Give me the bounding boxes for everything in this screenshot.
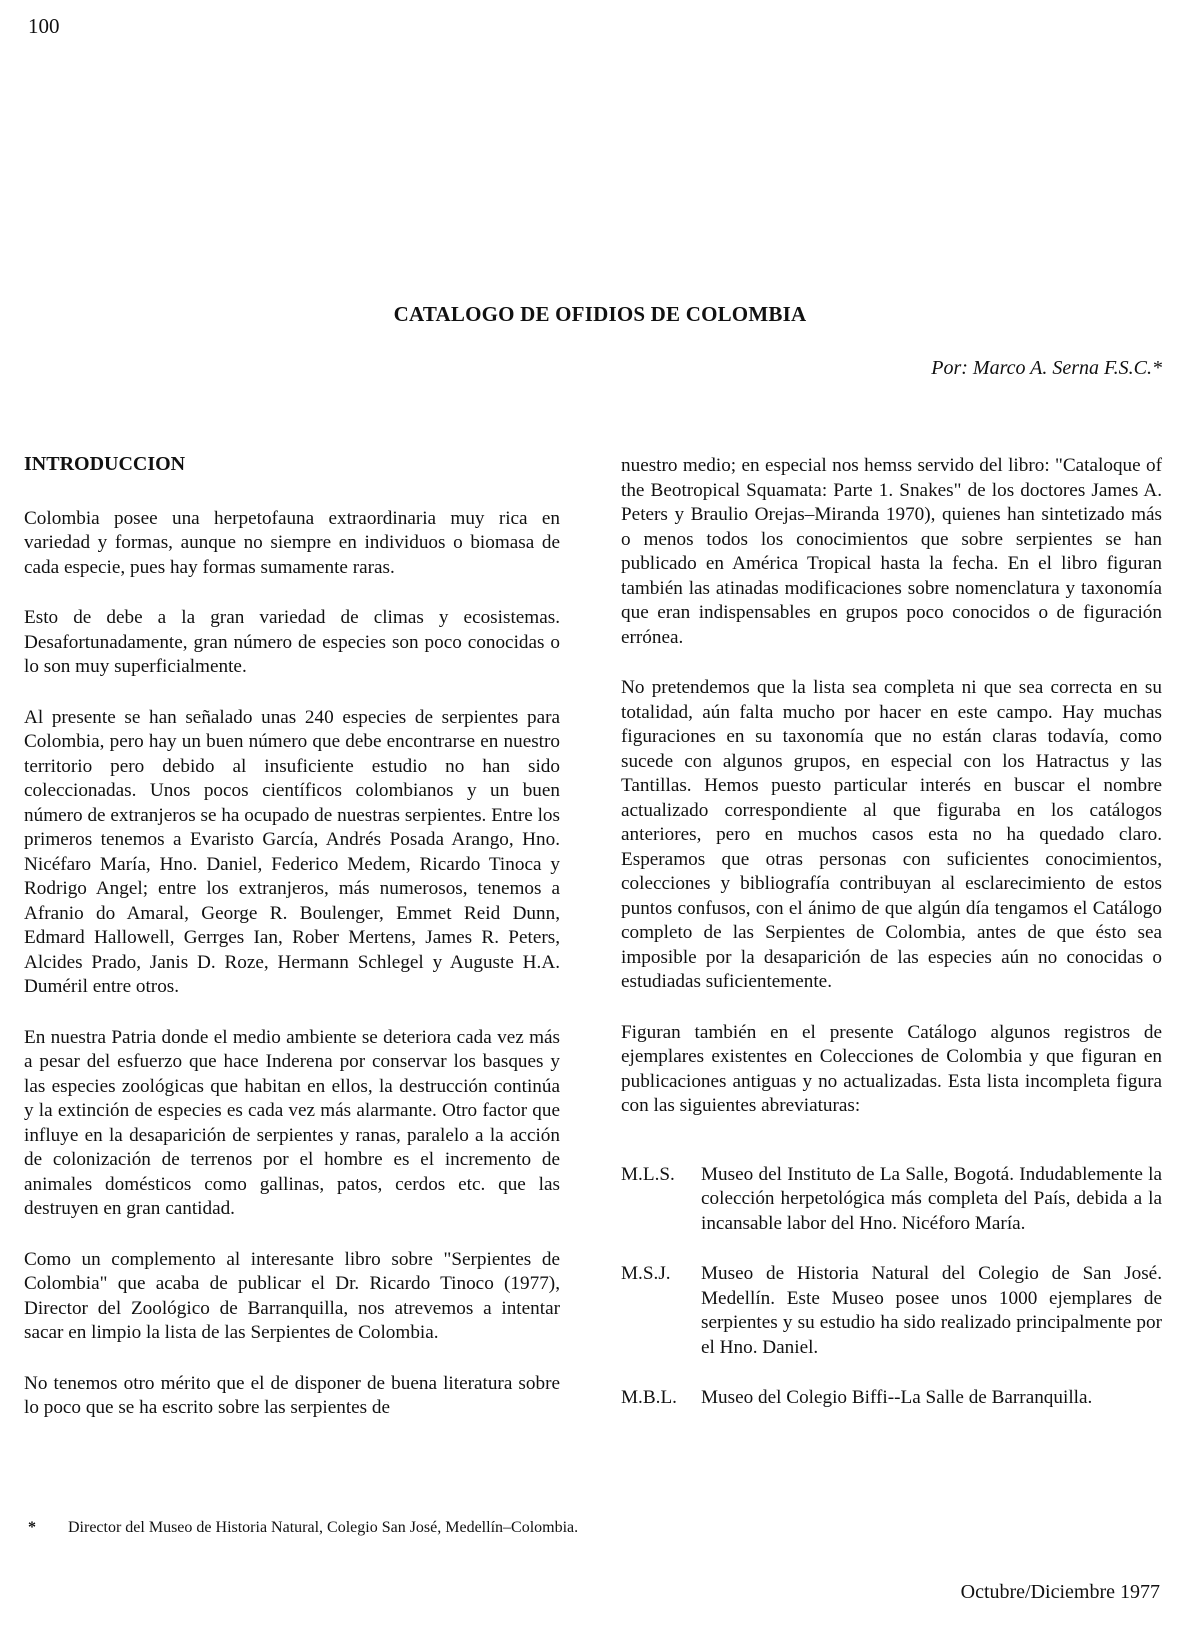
- paragraph: Esto de debe a la gran variedad de climas y ecosistemas. Desafortunadamente, gran número de especies son poco conocidas o lo son muy superficialmente.: [24, 607, 560, 677]
- footnote-mark: *: [28, 1519, 36, 1536]
- paragraph: No pretendemos que la lista sea completa ni que sea correcta en su totalidad, aún falta mucho por hacer en este campo. Hay muchas figuraciones en su taxonomía que no están claras todavía, como sucede con algunos grupos, en especial con los Hatractus y las Tantillas. Hemos puesto particular interés en buscar el nombre actualizado correspondiente al que figuraba en los catálogos anteriores, pero en muchos casos esta no ha quedado claro. Esperamos que otras personas con suficientes conocimientos, colecciones y bibliografía contribuyan al esclarecimiento de estos puntos confusos, con el ánimo de que algún día tengamos el Catálogo completo de las Serpientes de Colombia, antes de que ésto sea imposible por la desaparición de las especies aún no conocidas o estudiadas suficientemente.: [621, 677, 1162, 992]
- abbreviation-code: M.S.J.: [621, 1263, 671, 1284]
- author-byline: Por: Marco A. Serna F.S.C.*: [931, 357, 1162, 379]
- page-number: 100: [28, 14, 60, 38]
- paragraph: Como un complemento al interesante libro sobre "Serpientes de Colombia" que acaba de publicar el Dr. Ricardo Tinoco (1977), Director del Zoológico de Barranquilla, nos atrevemos a intentar sacar en limpio la lista de las Serpientes de Colombia.: [24, 1248, 560, 1343]
- footnote: [28, 1519, 578, 1537]
- abbreviation-item: [621, 1262, 1162, 1360]
- article-title: CATALOGO DE OFIDIOS DE COLOMBIA: [393, 302, 807, 326]
- abbreviation-item: [621, 1386, 1162, 1411]
- footnote-text: Director del Museo de Historia Natural, Colegio San José, Medellín–Colombia.: [68, 1519, 579, 1536]
- paragraph: Figuran también en el presente Catálogo algunos registros de ejemplares existentes en Colecciones de Colombia y que figuran en publicaciones antiguas y no actualizadas. Esta lista incompleta figura con las siguientes abreviaturas:: [621, 1021, 1162, 1116]
- paragraph: En nuestra Patria donde el medio ambiente se deteriora cada vez más a pesar del esfuerzo que hace Inderena por conservar los basques y las especies zoológicas que habitan en ellos, la destrucción continúa y la extinción de especies es cada vez más alarmante. Otro factor que influye en la desaparición de serpientes y ranas, paralelo a la acción de colonización de terrenos por el hombre es el incremento de animales domésticos como gallinas, patos, cerdos etc. que las destruyen en gran cantidad.: [24, 1026, 560, 1219]
- left-column: [24, 452, 560, 1421]
- abbreviation-item: [621, 1163, 1162, 1237]
- abbreviation-description: Museo del Colegio Biffi--La Salle de Barranquilla.: [701, 1387, 1093, 1408]
- abbreviation-description: Museo de Historia Natural del Colegio de San José. Medellín. Este Museo posee unos 1000 ejemplares de serpientes y su estudio ha sido realizado principalmente por el Hno. Daniel.: [701, 1263, 1162, 1358]
- paragraph: No tenemos otro mérito que el de disponer de buena literatura sobre lo poco que se ha escrito sobre las serpientes de: [24, 1372, 560, 1418]
- paragraph: Colombia posee una herpetofauna extraordinaria muy rica en variedad y formas, aunque no siempre en individuos o biomasa de cada especie, pues hay formas sumamente raras.: [24, 507, 560, 578]
- section-heading-introduccion: INTRODUCCION: [24, 453, 186, 475]
- issue-date: Octubre/Diciembre 1977: [960, 1581, 1160, 1603]
- abbreviation-list: [621, 1163, 1162, 1411]
- right-column: [621, 454, 1162, 1411]
- abbreviation-code: M.L.S.: [621, 1163, 675, 1185]
- abbreviation-code: M.B.L.: [621, 1387, 677, 1408]
- paragraph: Al presente se han señalado unas 240 especies de serpientes para Colombia, pero hay un buen número que debe encontrarse en nuestro territorio pero debido al insuficiente estudio no han sido coleccionadas. Unos pocos científicos colombianos y un buen número de extranjeros se ha ocupado de nuestras serpientes. Entre los primeros tenemos a Evaristo García, Andrés Posada Arango, Hno. Nicéfaro María, Hno. Daniel, Federico Medem, Ricardo Tinoca y Rodrigo Angel; entre los extranjeros, más numerosos, tenemos a Afranio do Amaral, George R. Boulenger, Emmet Reid Dunn, Edmard Hallowell, Gerrges Ian, Rober Mertens, James R. Peters, Alcides Prado, Janis D. Roze, Hermann Schlegel y Auguste H.A. Duméril entre otros.: [24, 706, 560, 997]
- abbreviation-description: Museo del Instituto de La Salle, Bogotá. Indudablemente la colección herpetológica más completa del País, debida a la incansable labor del Hno. Nicéforo María.: [701, 1163, 1162, 1234]
- paragraph: nuestro medio; en especial nos hemss servido del libro: "Cataloque of the Beotropical Squamata: Parte 1. Snakes" de los doctores James A. Peters y Braulio Orejas–Miranda 1970), quienes han sintetizado más o menos todos los conocimientos que sobre serpientes se han publicado en América Tropical hasta la fecha. En el libro figuran también las atinadas modificaciones sobre nomenclatura y taxonomía que eran indispensables en grupos poco conocidos o de figuración errónea.: [621, 455, 1162, 648]
